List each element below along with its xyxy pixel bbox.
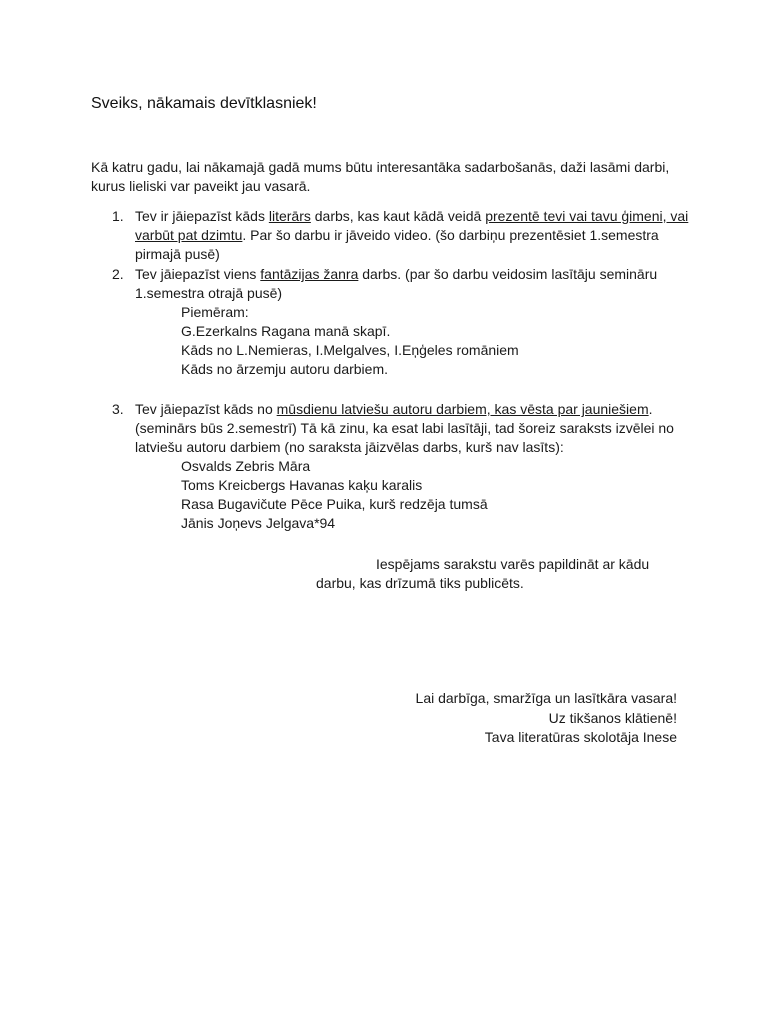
book-entry: Osvalds Zebris Māra — [181, 458, 311, 474]
item-number: 2. — [112, 266, 124, 282]
signature-line: Tava literatūras skolotāja Inese — [484, 729, 677, 745]
example-line: G.Ezerkalns Ragana manā skapī. — [181, 323, 391, 339]
book-list — [91, 457, 691, 533]
closing-line: Lai darbīga, smaržīga un lasītkāra vasara! — [415, 690, 677, 706]
item-text: darbs. (par šo darbu veidosim lasītāju semināru 1.semestra otrajā pusē) — [135, 266, 658, 301]
underlined-text: fantāzijas žanra — [260, 266, 359, 282]
list-item-3 — [91, 400, 691, 533]
example-line: Kāds no ārzemju autoru darbiem. — [181, 361, 388, 377]
underlined-text: mūsdienu latviešu autoru darbiem, kas vēsta par jauniešiem — [276, 401, 649, 417]
item-number: 3. — [112, 401, 124, 417]
closing-line: Uz tikšanos klātienē! — [548, 709, 677, 726]
item-text: . Par šo darbu ir jāveido video. (šo darbiņu prezentēsiet 1.semestra pirmajā pusē) — [135, 227, 659, 262]
example-label: Piemēram: — [181, 304, 249, 320]
examples-list — [91, 303, 691, 379]
intro-paragraph: Kā katru gadu, lai nākamajā gadā mums būtu interesantāka sadarbošanās, daži lasāmi darbi, kurus lieliski var paveikt jau vasarā. — [91, 159, 670, 194]
list-item-1 — [91, 207, 691, 264]
underlined-text: prezentē tevi vai tavu ģimeni, vai varbūt pat dzimtu — [135, 208, 689, 243]
item-text: Tev ir jāiepazīst kāds — [135, 208, 269, 224]
item-text: darbs, kas kaut kādā veidā — [310, 208, 486, 224]
list-item-2 — [91, 265, 691, 379]
book-entry: Jānis Joņevs Jelgava*94 — [181, 515, 336, 531]
item-text: Tev jāiepazīst kāds no — [135, 401, 277, 417]
book-entry: Rasa Bugavičute Pēce Puika, kurš redzēja tumsā — [181, 496, 488, 512]
greeting-title: Sveiks, nākamais devītklasniek! — [91, 95, 317, 112]
example-line: Kāds no L.Nemieras, I.Melgalves, I.Eņģeles romāniem — [181, 342, 519, 358]
list-note-line-2: darbu, kas drīzumā tiks publicēts. — [316, 575, 524, 591]
list-note-line-1: Iespējams sarakstu varēs papildināt ar kādu — [376, 556, 650, 572]
book-entry: Toms Kreicbergs Havanas kaķu karalis — [181, 477, 423, 493]
item-text: Tev jāiepazīst viens — [135, 266, 261, 282]
underlined-text: literārs — [268, 208, 311, 224]
item-text: . (seminārs būs 2.semestrī) Tā kā zinu, ka esat labi lasītāji, tad šoreiz saraksts izvēlei no latviešu autoru darbiem (no saraksta jāizvēlas darbs, kurš nav lasīts): — [135, 401, 674, 455]
closing-signature — [416, 689, 677, 748]
item-number: 1. — [112, 208, 124, 224]
